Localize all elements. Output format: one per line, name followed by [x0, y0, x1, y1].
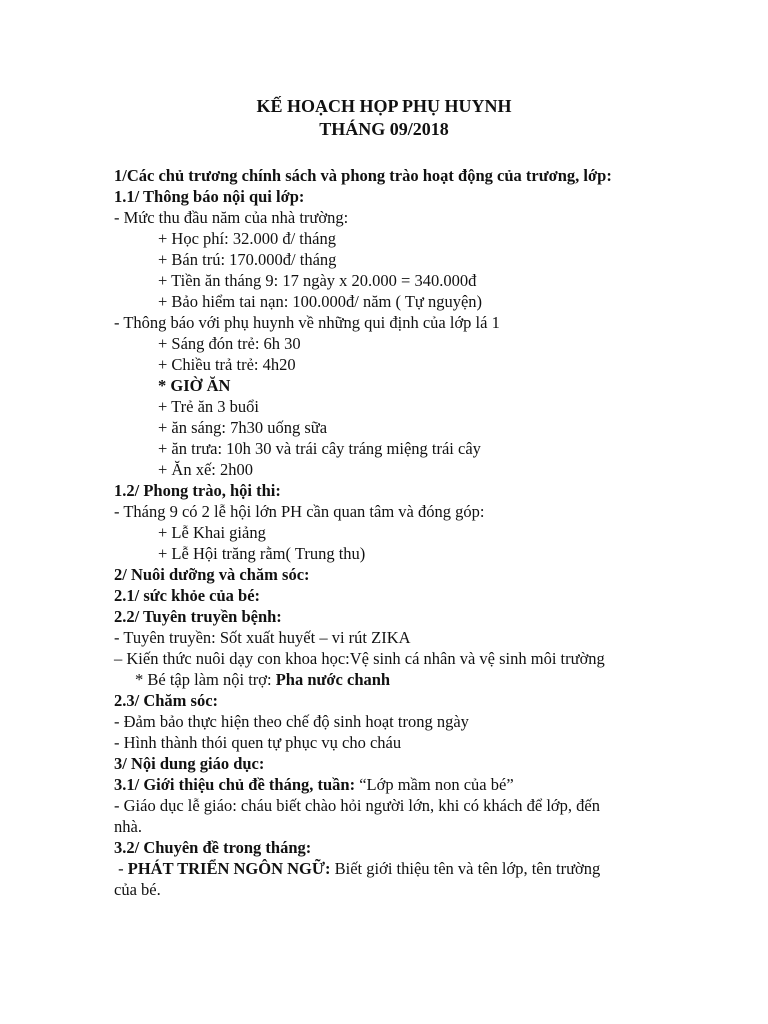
- event-item-mid-autumn: + Lễ Hội trăng rằm( Trung thu): [158, 544, 366, 563]
- chore-name: Pha nước chanh: [275, 670, 391, 689]
- section2-1-heading: 2.1/ sức khỏe của bé:: [114, 586, 261, 605]
- section2-heading: 2/ Nuôi dưỡng và chăm sóc:: [114, 565, 310, 584]
- fees-intro: - Mức thu đầu năm của nhà trường:: [114, 208, 349, 227]
- document-subtitle-month: THÁNG 09/2018: [319, 119, 449, 139]
- theme-title: “Lớp mầm non của bé”: [359, 775, 514, 794]
- section1-2-heading: 1.2/ Phong trào, hội thi:: [114, 481, 281, 500]
- section3-1-line: [114, 775, 514, 795]
- manners-line-1: - Giáo dục lễ giáo: cháu biết chào hỏi người lớn, khi có khách để lớp, đến: [114, 796, 600, 815]
- section3-2-heading: 3.2/ Chuyên đề trong tháng:: [114, 838, 312, 857]
- meal-item-snack: + Ăn xế: 2h00: [158, 460, 254, 479]
- chore-activity: [135, 670, 390, 690]
- document-title: KẾ HOẠCH HỌP PHỤ HUYNH: [256, 96, 512, 116]
- manners-line-2: nhà.: [114, 817, 142, 836]
- section3-1-heading: 3.1/ Giới thiệu chủ đề tháng, tuần:: [114, 775, 360, 794]
- section2-2-heading: 2.2/ Tuyên truyền bệnh:: [114, 607, 282, 626]
- language-topic-line: [114, 859, 600, 879]
- language-topic-title: PHÁT TRIỂN NGÔN NGỮ:: [127, 859, 335, 878]
- meal-times-heading: * GIỜ ĂN: [158, 376, 231, 395]
- care-item-self-service: - Hình thành thói quen tự phục vụ cho cháu: [114, 733, 402, 752]
- care-item-routine: - Đảm bảo thực hiện theo chế độ sinh hoạt trong ngày: [114, 712, 469, 731]
- language-topic-text: Biết giới thiệu tên và tên lớp, tên trường: [334, 859, 601, 878]
- rule-item-dropoff: + Sáng đón trẻ: 6h 30: [158, 334, 301, 353]
- section1-1-heading: 1.1/ Thông báo nội qui lớp:: [114, 187, 305, 206]
- propaganda-item-disease: - Tuyên truyền: Sốt xuất huyết – vi rút ZIKA: [114, 628, 411, 647]
- rule-item-pickup: + Chiều trả trẻ: 4h20: [158, 355, 296, 374]
- chore-label: * Bé tập làm nội trợ:: [135, 670, 276, 689]
- fee-item-insurance: + Bảo hiểm tai nạn: 100.000đ/ năm ( Tự nguyện): [158, 292, 483, 311]
- section1-heading: 1/Các chủ trương chính sách và phong trào hoạt động của trương, lớp:: [114, 166, 612, 185]
- language-topic-line-2: của bé.: [114, 880, 161, 899]
- events-intro: - Tháng 9 có 2 lễ hội lớn PH cần quan tâm và đóng góp:: [114, 502, 485, 521]
- section3-heading: 3/ Nội dung giáo dục:: [114, 754, 265, 773]
- event-item-opening: + Lễ Khai giảng: [158, 523, 266, 542]
- meal-item-breakfast: + ăn sáng: 7h30 uống sữa: [158, 418, 328, 437]
- language-topic-dash: -: [114, 859, 128, 878]
- fee-item-meals: + Tiền ăn tháng 9: 17 ngày x 20.000 = 340.000đ: [158, 271, 477, 290]
- propaganda-item-hygiene: – Kiến thức nuôi dạy con khoa học:Vệ sinh cá nhân và vệ sinh môi trường: [114, 649, 605, 668]
- meal-item-lunch: + ăn trưa: 10h 30 và trái cây tráng miệng trái cây: [158, 439, 481, 458]
- fee-item-tuition: + Học phí: 32.000 đ/ tháng: [158, 229, 336, 248]
- section2-3-heading: 2.3/ Chăm sóc:: [114, 691, 219, 710]
- meal-item-count: + Trẻ ăn 3 buổi: [158, 397, 259, 416]
- rules-intro: - Thông báo với phụ huynh về những qui định của lớp lá 1: [114, 313, 500, 332]
- fee-item-boarding: + Bán trú: 170.000đ/ tháng: [158, 250, 337, 269]
